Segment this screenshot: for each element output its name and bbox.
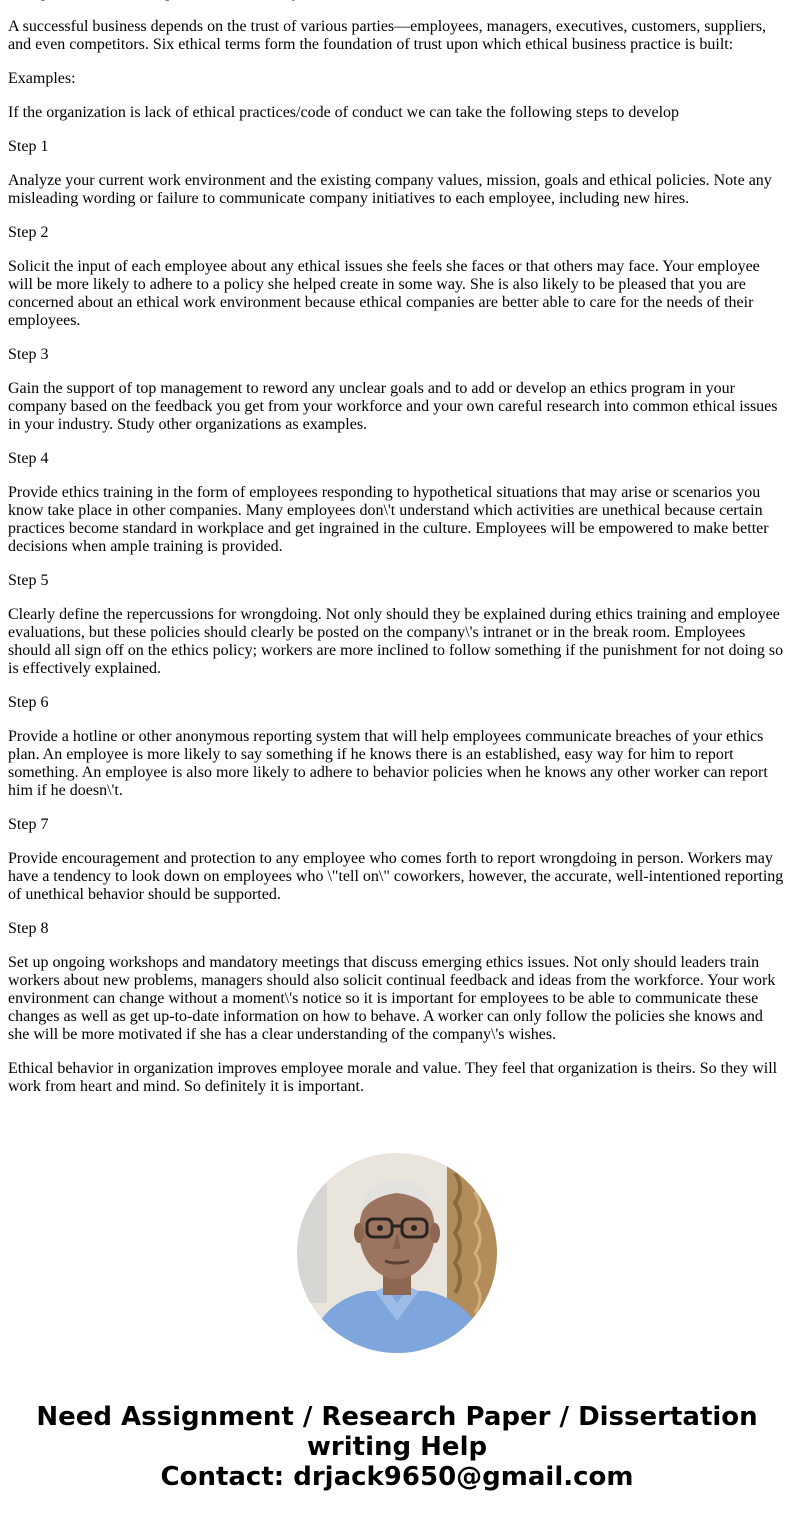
paragraph-steps-intro: If the organization is lack of ethical practices/code of conduct we can take the following steps to develop — [8, 104, 680, 121]
step-2-heading: Step 2 — [8, 224, 49, 241]
step-2-text: Solicit the input of each employee about any ethical issues she feels she faces or that others may face. Your employee will be more likely to adhere to a policy she helped create in some way. She is also likely to be pleased that you are concerned about an ethical work environment because ethical companies are better able to care for the needs of their employees. — [8, 258, 760, 329]
author-photo-illustration — [297, 1153, 497, 1353]
step-1-heading: Step 1 — [8, 138, 49, 155]
cta-contact: Contact: drjack9650@gmail.com — [160, 1462, 634, 1492]
step-1-text: Analyze your current work environment and the existing company values, mission, goals and ethical policies. Note any misleading wording or failure to communicate company initiatives to each employee, including new hires. — [8, 172, 772, 207]
step-8-heading: Step 8 — [8, 920, 49, 937]
step-3-text: Gain the support of top management to reword any unclear goals and to add or develop an ethics program in your company based on the feedback you get from your workforce and your own careful research into common ethical issues in your industry. Study other organizations as examples. — [8, 380, 778, 433]
step-5-text: Clearly define the repercussions for wrongdoing. Not only should they be explained during ethics training and employee evaluations, but these policies should clearly be posted on the company\'s intranet or in the break room. Employees should all sign off on the ethics policy; workers are more inclined to follow something if the punishment for not doing so is effectively explained. — [8, 606, 784, 677]
paragraph-intro-end — [8, 0, 785, 2]
step-7-heading: Step 7 — [8, 816, 49, 833]
paragraph-examples: Examples: — [8, 70, 76, 87]
step-5-heading: Step 5 — [8, 572, 49, 589]
step-4-text: Provide ethics training in the form of employees responding to hypothetical situations that may arise or scenarios you know take place in other companies. Many employees don\'t understand which activities are unethical because certain practices become standard in workplace and get ingrained in the culture. Employees will be empowered to make better decisions when ample training is provided. — [8, 484, 769, 555]
call-to-action — [0, 1402, 794, 1492]
step-6-heading: Step 6 — [8, 694, 49, 711]
author-photo — [297, 1153, 497, 1353]
step-6-text: Provide a hotline or other anonymous reporting system that will help employees communicate breaches of your ethics plan. An employee is more likely to say something if he knows there is an established, easy way for him to report something. An employee is also more likely to adhere to behavior policies when he knows any other worker can report him if he doesn\'t. — [8, 728, 768, 799]
cta-line-1: Need Assignment / Research Paper / Dissertation — [36, 1402, 758, 1432]
step-3-heading: Step 3 — [8, 346, 49, 363]
paragraph-conclusion: Ethical behavior in organization improves employee morale and value. They feel that organization is theirs. So they will work from heart and mind. So definitely it is important. — [8, 1060, 778, 1095]
step-8-text: Set up ongoing workshops and mandatory meetings that discuss emerging ethics issues. Not only should leaders train workers about new problems, managers should also solicit continual feedback and ideas from the workforce. Your work environment can change without a moment\'s notice so it is important for employees to be able to communicate these changes as well as get up-to-date information on how to behave. A worker can only follow the policies she knows and she will be more motivated if she has a clear understanding of the company\'s wishes. — [8, 954, 776, 1043]
step-7-text: Provide encouragement and protection to any employee who comes forth to report wrongdoing in person. Workers may have a tendency to look down on employees who \"tell on\" coworkers, however, the accurate, well-intentioned reporting of unethical behavior should be supported. — [8, 850, 784, 903]
photo-left-panel — [297, 1183, 327, 1303]
paragraph-trust: A successful business depends on the trust of various parties—employees, managers, executives, customers, suppliers, and even competitors. Six ethical terms form the foundation of trust upon which ethical business practice is built: — [8, 18, 767, 53]
article-body — [8, 0, 785, 1112]
cta-line-2: writing Help — [306, 1432, 488, 1462]
step-4-heading: Step 4 — [8, 450, 49, 467]
